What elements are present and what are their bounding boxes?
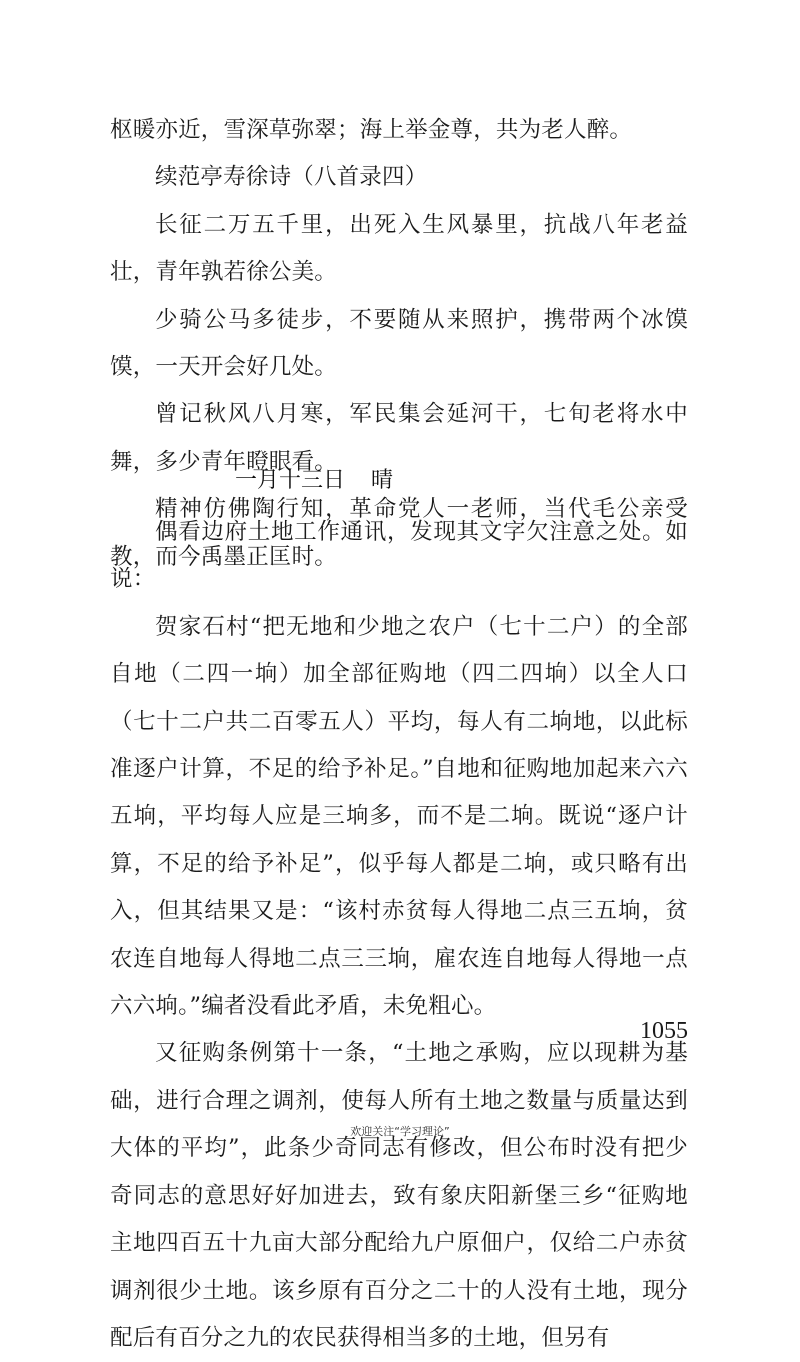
entry-body [110, 509, 688, 1362]
entry-date: 一月十三日 [235, 468, 346, 493]
poem-verse-2: 少骑公马多徒步，不要随从来照护，携带两个冰馍馍，一天开会好几处。 [110, 306, 688, 381]
poem-continuation-line: 枢暖亦近，雪深草弥翠；海上举金尊，共为老人醉。 [110, 117, 633, 143]
entry-paragraph-1: 偶看边府土地工作通讯，发现其文字欠注意之处。如说： [110, 519, 688, 593]
poem-verse-4: 精神仿佛陶行知，革命党人一老师，当代毛公亲受教，而今禹墨正匡时。 [110, 496, 688, 570]
entry-paragraph-2: 贺家石村“把无地和少地之农户（七十二户）的全部自地（二四一垧）加全部征购地（四二四垧）以全人口（七十二户共二百零五人）平均，每人有二垧地，以此标准逐户计算，不足的给予补足。”自地和征购地加起来六六五垧，平均每人应是三垧多，而不是二垧。既说“逐户计算，不足的给予补足”，似乎每人都是二垧，或只略有出入，但其结果又是：“该村赤贫每人得地二点三五垧，贫农连自地每人得地二点三三垧，雇农连自地每人得地一点六六垧。”编者没看此矛盾，未免粗心。 [110, 613, 688, 1020]
poem-verse-3: 曾记秋风八月寒，军民集会延河干，七旬老将水中舞，多少青年瞪眼看。 [110, 401, 688, 475]
entry-heading [235, 461, 393, 501]
poem-verse-1: 长征二万五千里，出死入生风暴里，抗战八年老益壮，青年孰若徐公美。 [110, 211, 688, 286]
entry-weather: 晴 [371, 468, 394, 493]
page-number: 1055 [640, 1018, 688, 1044]
entry-paragraph-3: 又征购条例第十一条，“土地之承购，应以现耕为基础，进行合理之调剂，使每人所有土地之数量与质量达到大体的平均”，此条少奇同志有修改，但公布时没有把少奇同志的意思好好加进去，致有象庆阳新堡三乡“征购地主地四百五十九亩大部分配给九户原佃户，仅给二户赤贫调剂很少土地。该乡原有百分之二十的人没有土地，现分配后有百分之九的农民获得相当多的土地，但另有 [110, 1040, 688, 1351]
poem-title: 续范亭寿徐诗（八首录四） [155, 164, 428, 191]
footer-watermark-text: 欢迎关注“学习理论” [350, 1125, 450, 1138]
